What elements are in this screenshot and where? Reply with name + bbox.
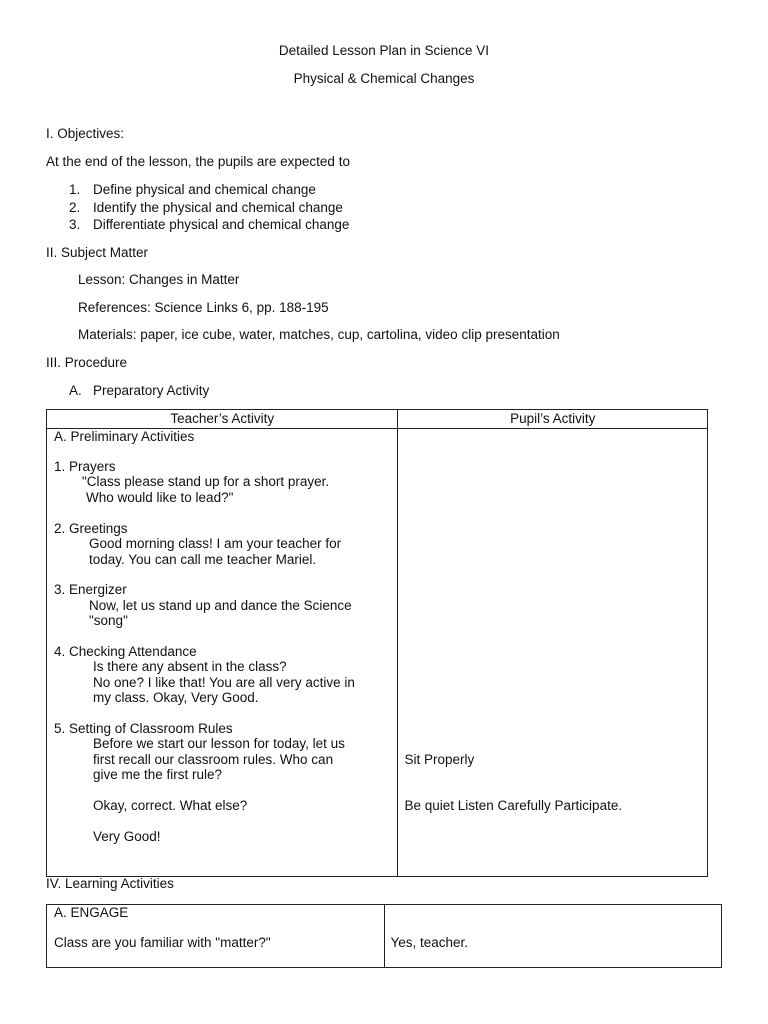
teacher-line: Very Good! — [93, 829, 161, 844]
objectives-heading: I. Objectives: — [46, 126, 125, 141]
teacher-line: 1. Prayers — [54, 459, 116, 474]
pupil-line: Sit Properly — [404, 752, 475, 767]
teacher-line: Good morning class! I am your teacher for — [89, 536, 342, 551]
references-line: References: Science Links 6, pp. 188-195 — [78, 300, 329, 315]
teacher-line: A. Preliminary Activities — [54, 429, 195, 444]
teacher-line: "Class please stand up for a short prayer. — [82, 474, 330, 489]
objectives-intro: At the end of the lesson, the pupils are expected to — [46, 154, 350, 169]
objective-item: Differentiate physical and chemical change — [93, 217, 350, 232]
teacher-line: 3. Energizer — [54, 582, 127, 597]
teacher-activity-header: Teacher’s Activity — [47, 410, 398, 429]
engage-label: A. ENGAGE — [54, 905, 129, 920]
preparatory-activity-table — [46, 409, 708, 877]
teacher-line: my class. Okay, Very Good. — [93, 690, 259, 705]
teacher-line: Before we start our lesson for today, let us — [93, 736, 345, 751]
procedure-sub-letter: A. — [69, 383, 82, 398]
teacher-line: first recall our classroom rules. Who can — [93, 752, 334, 767]
teacher-line: 5. Setting of Classroom Rules — [54, 721, 233, 736]
lesson-line: Lesson: Changes in Matter — [78, 272, 240, 287]
document-subtitle: Physical & Chemical Changes — [293, 71, 475, 86]
objective-item: Identify the physical and chemical change — [93, 200, 343, 215]
pupil-activity-cell — [398, 429, 708, 877]
learning-activities-table — [46, 904, 722, 968]
teacher-line: 4. Checking Attendance — [54, 644, 197, 659]
materials-line: Materials: paper, ice cube, water, matches, cup, cartolina, video clip presentation — [78, 327, 560, 342]
objective-number: 3. — [69, 217, 81, 232]
engage-teacher-cell — [47, 905, 385, 968]
subject-matter-heading: II. Subject Matter — [46, 245, 149, 260]
teacher-line: Is there any absent in the class? — [93, 659, 287, 674]
teacher-line: give me the first rule? — [93, 767, 223, 782]
teacher-line: Okay, correct. What else? — [93, 798, 248, 813]
objective-item: Define physical and chemical change — [93, 182, 316, 197]
document-title: Detailed Lesson Plan in Science VI — [278, 43, 490, 58]
teacher-line: No one? I like that! You are all very active in — [93, 675, 355, 690]
procedure-heading: III. Procedure — [46, 355, 128, 370]
teacher-line: 2. Greetings — [54, 521, 128, 536]
engage-teacher-line: Class are you familiar with "matter?" — [54, 935, 271, 950]
teacher-line: today. You can call me teacher Mariel. — [89, 552, 317, 567]
teacher-line: "song" — [89, 613, 128, 628]
learning-activities-heading: IV. Learning Activities — [46, 876, 174, 891]
engage-pupil-cell — [384, 905, 722, 968]
objective-number: 1. — [69, 182, 81, 197]
objective-number: 2. — [69, 200, 81, 215]
teacher-line: Now, let us stand up and dance the Science — [89, 598, 352, 613]
teacher-activity-cell — [47, 429, 398, 877]
pupil-activity-header: Pupil’s Activity — [398, 410, 708, 429]
teacher-line: Who would like to lead?" — [86, 490, 234, 505]
pupil-line: Be quiet Listen Carefully Participate. — [404, 798, 623, 813]
engage-pupil-line: Yes, teacher. — [390, 935, 469, 950]
procedure-sub-label: Preparatory Activity — [93, 383, 210, 398]
